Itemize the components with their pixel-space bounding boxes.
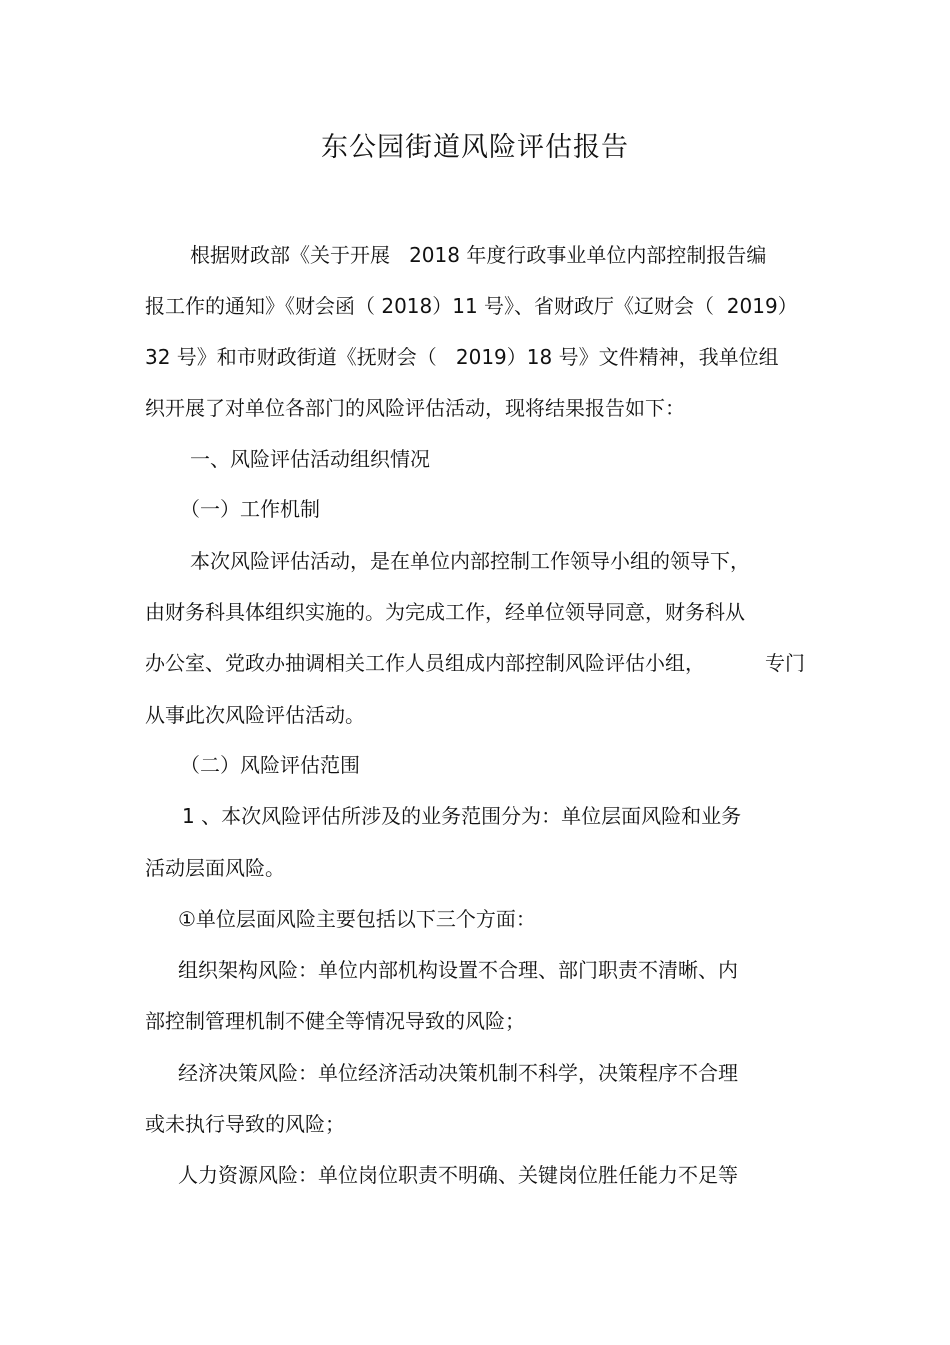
- paragraph-line: 从事此次风险评估活动。: [145, 703, 365, 727]
- list-intro: ①单位层面风险主要包括以下三个方面：: [178, 907, 536, 931]
- document-title: 东公园街道风险评估报告: [321, 132, 629, 163]
- paragraph-line: 组织架构风险：单位内部机构设置不合理、部门职责不清晰、内: [178, 958, 738, 982]
- paragraph-line: 专门: [765, 651, 805, 675]
- paragraph-line: 活动层面风险。: [145, 856, 285, 880]
- paragraph-line: 经济决策风险：单位经济活动决策机制不科学，决策程序不合理: [178, 1061, 738, 1085]
- paragraph-line: 32 号》和市财政街道《抚财会（ 2019）18 号》文件精神，我单位组: [145, 345, 779, 369]
- paragraph-line: 报工作的通知》《财会函（ 2018）11 号》、省财政厅《辽财会（ 2019）: [145, 294, 798, 318]
- paragraph-line: 根据财政部《关于开展 2018 年度行政事业单位内部控制报告编: [190, 243, 767, 267]
- subsection-heading: （一）工作机制: [180, 497, 320, 521]
- paragraph-line: 1 、本次风险评估所涉及的业务范围分为：单位层面风险和业务: [182, 804, 742, 828]
- paragraph-line: 由财务科具体组织实施的。为完成工作，经单位领导同意，财务科从: [145, 600, 745, 624]
- subsection-heading: （二）风险评估范围: [180, 753, 360, 777]
- paragraph-line: 织开展了对单位各部门的风险评估活动，现将结果报告如下：: [145, 396, 685, 420]
- paragraph-line: 部控制管理机制不健全等情况导致的风险；: [145, 1009, 525, 1033]
- paragraph-line: 办公室、党政办抽调相关工作人员组成内部控制风险评估小组，: [145, 651, 705, 675]
- section-heading: 一、风险评估活动组织情况: [190, 447, 430, 471]
- paragraph-line: 或未执行导致的风险；: [145, 1112, 345, 1136]
- paragraph-line: 人力资源风险：单位岗位职责不明确、关键岗位胜任能力不足等: [178, 1163, 738, 1187]
- paragraph-line: 本次风险评估活动，是在单位内部控制工作领导小组的领导下，: [190, 549, 750, 573]
